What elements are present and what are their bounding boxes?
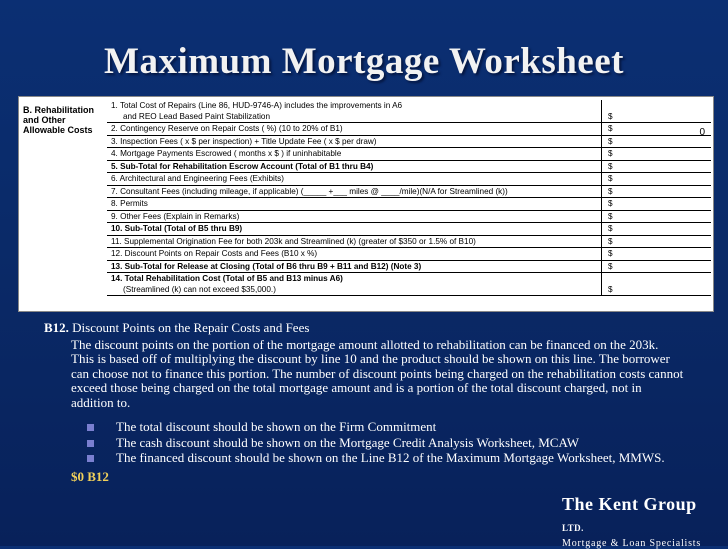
dollar-cell: $ bbox=[601, 161, 711, 173]
b12-explanation bbox=[44, 321, 684, 484]
row-text: 12. Discount Points on Repair Costs and Fees (B10 x %) bbox=[111, 249, 318, 258]
row-text: 14. Total Rehabilitation Cost (Total of B5 and B13 minus A6) bbox=[111, 274, 343, 283]
dollar-cell: $ bbox=[601, 236, 711, 248]
b12-lead: B12. bbox=[44, 320, 69, 335]
list-item: The cash discount should be shown on the Mortgage Credit Analysis Worksheet, MCAW bbox=[71, 436, 684, 451]
logo-name: The Kent Group LTD. bbox=[562, 494, 697, 533]
table-row bbox=[107, 273, 711, 296]
table-row bbox=[107, 236, 711, 249]
row-text: 1. Total Cost of Repairs (Line 86, HUD-9746-A) includes the improvements in A6 bbox=[111, 101, 403, 110]
bullet-list bbox=[71, 420, 684, 466]
company-logo bbox=[562, 494, 718, 549]
dollar-cell: $ bbox=[601, 248, 711, 260]
row-text: 5. Sub-Total for Rehabilitation Escrow Account (Total of B1 thru B4) bbox=[111, 161, 374, 171]
table-row bbox=[107, 223, 711, 236]
table-row bbox=[107, 123, 711, 136]
b12-paragraph: The discount points on the portion of the mortgage amount allotted to rehabilitation can be financed on the 203k. This is based off of multiplying the discount by line 10 and the product should be shown on this line. The borrower can choose not to finance this portion. The number of discount points being charged on the rehabilitation costs cannot exceed those being charged on the total mortgage amount and is a portion of the total discount charged, not in addition to. bbox=[71, 336, 684, 410]
dollar-cell: $ bbox=[601, 148, 711, 160]
logo-subtitle: Mortgage & Loan Specialists bbox=[562, 538, 702, 549]
b12-heading-text: Discount Points on the Repair Costs and Fees bbox=[72, 320, 310, 335]
dollar-cell: $ bbox=[601, 211, 711, 223]
dollar-cell: $ bbox=[601, 173, 711, 185]
table-row bbox=[107, 248, 711, 261]
row-text: 2. Contingency Reserve on Repair Costs ( %) (10 to 20% of B1) bbox=[111, 124, 343, 133]
table-row bbox=[107, 198, 711, 211]
row-text: 4. Mortgage Payments Escrowed ( months x $ ) if uninhabitable bbox=[111, 149, 342, 158]
square-bullet-icon bbox=[87, 455, 94, 462]
dollar-cell: $ bbox=[601, 198, 711, 210]
zero-value: 0 bbox=[699, 127, 705, 138]
row-text: 13. Sub-Total for Release at Closing (Total of B6 thru B9 + B11 and B12) (Note 3) bbox=[111, 261, 422, 271]
worksheet-form-image bbox=[18, 96, 714, 312]
b12-result: $0 B12 bbox=[71, 468, 109, 484]
square-bullet-icon bbox=[87, 440, 94, 447]
dollar-cell: $ bbox=[601, 136, 711, 148]
table-row bbox=[107, 100, 711, 123]
section-label: B. Rehabilitation and Other Allowable Costs bbox=[23, 105, 95, 135]
row-text-line2: (Streamlined (k) can not exceed $35,000.) bbox=[123, 285, 276, 294]
row-text: 8. Permits bbox=[111, 199, 148, 208]
table-row bbox=[107, 211, 711, 224]
dollar-cell: $ bbox=[601, 186, 711, 198]
b12-heading bbox=[44, 321, 684, 336]
dollar-cell: $ bbox=[601, 261, 711, 273]
table-row bbox=[107, 261, 711, 274]
row-text: 6. Architectural and Engineering Fees (Exhibits) bbox=[111, 174, 284, 183]
row-text: 9. Other Fees (Explain in Remarks) bbox=[111, 211, 240, 221]
worksheet-rows bbox=[107, 100, 711, 296]
page-title: Maximum Mortgage Worksheet bbox=[104, 41, 624, 82]
row-text: 10. Sub-Total (Total of B5 thru B9) bbox=[111, 224, 243, 233]
list-item: The total discount should be shown on the Firm Commitment bbox=[71, 420, 684, 435]
table-row bbox=[107, 148, 711, 161]
table-row bbox=[107, 136, 711, 149]
row-text: 7. Consultant Fees (including mileage, if applicable) (_____ +___ miles @ ____/mile)(N/A for Streamlined (k)) bbox=[111, 186, 508, 196]
dollar-cell: $ bbox=[601, 273, 711, 295]
row-text: 11. Supplemental Origination Fee for both 203k and Streamlined (k) (greater of $350 or 1.5% of B10) bbox=[111, 236, 476, 246]
row-text: 3. Inspection Fees ( x $ per inspection) + Title Update Fee ( x $ per draw) bbox=[111, 136, 377, 146]
table-row bbox=[107, 186, 711, 199]
table-row bbox=[107, 161, 711, 174]
row-text-line2: and REO Lead Based Paint Stabilization bbox=[123, 112, 271, 121]
square-bullet-icon bbox=[87, 424, 94, 431]
dollar-cell: $ bbox=[601, 123, 711, 135]
list-item: The financed discount should be shown on the Line B12 of the Maximum Mortgage Worksheet, MMWS. bbox=[71, 451, 684, 466]
dollar-cell: $ bbox=[601, 100, 711, 122]
table-row bbox=[107, 173, 711, 186]
dollar-cell: $ bbox=[601, 223, 711, 235]
